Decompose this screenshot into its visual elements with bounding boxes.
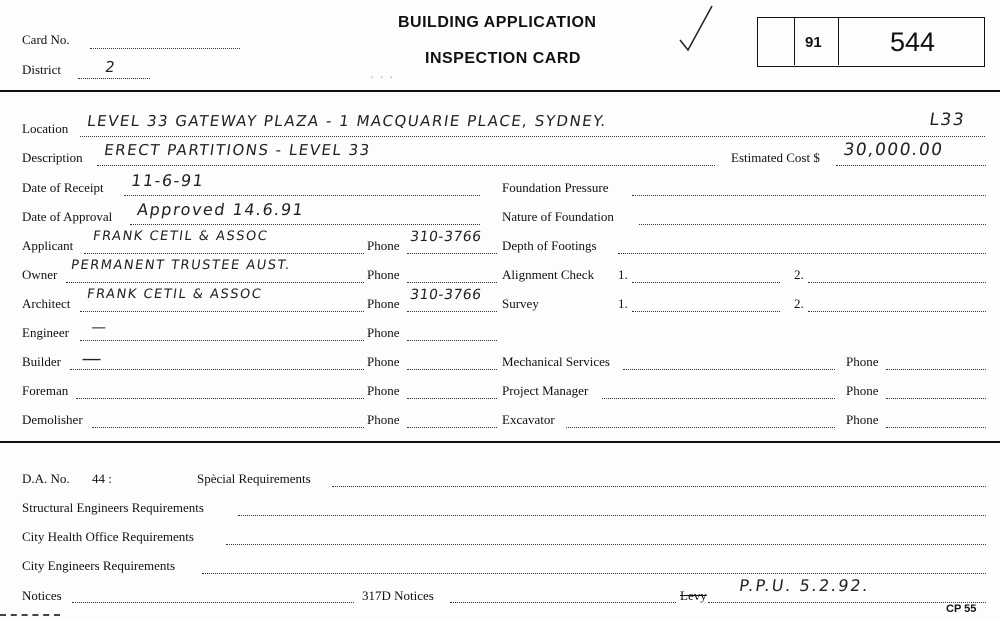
date-of-approval-value: Approved 14.6.91 — [136, 200, 306, 219]
engineer-phone-label: Phone — [367, 325, 400, 340]
owner-phone-label: Phone — [367, 267, 400, 282]
builder-line — [70, 369, 364, 370]
demolisher-line — [92, 427, 364, 428]
foreman-line — [76, 398, 364, 399]
card-number: 544 — [890, 27, 936, 57]
architect-phone-label: Phone — [367, 296, 400, 311]
date-of-receipt-label: Date of Receipt — [22, 180, 104, 195]
excavator-phone-line — [886, 427, 986, 428]
faint-handwriting: ... — [370, 68, 401, 81]
description-line — [97, 165, 715, 166]
survey-label: Survey — [502, 296, 539, 311]
builder-phone-label: Phone — [367, 354, 400, 369]
alignment-check-label: Alignment Check — [502, 267, 595, 282]
location-line — [80, 136, 985, 137]
district-label: District — [22, 62, 61, 77]
location-value: LEVEL 33 GATEWAY PLAZA - 1 MACQUARIE PLACE, SYDNEY. — [86, 112, 609, 130]
engineer-line — [80, 340, 364, 341]
city-engineers-line — [202, 573, 986, 574]
mechanical-services-label: Mechanical Services — [502, 354, 610, 369]
applicant-phone-value: 310-3766 — [409, 229, 483, 245]
notices-label: Notices — [22, 588, 62, 603]
notices-317d-label: 317D Notices — [362, 588, 434, 603]
architect-line — [80, 311, 364, 312]
builder-phone-line — [407, 369, 497, 370]
engineer-phone-line — [407, 340, 497, 341]
levy-value: P.P.U. 5.2.92. — [738, 576, 872, 595]
project-manager-phone-line — [886, 398, 986, 399]
city-health-label: City Health Office Requirements — [22, 529, 194, 544]
box-divider-2 — [838, 17, 839, 65]
city-health-line — [226, 544, 986, 545]
box-prefix-number: 91 — [805, 34, 822, 51]
structural-engineers-label: Structural Engineers Requirements — [22, 500, 204, 515]
special-requirements-line — [332, 486, 986, 487]
builder-value: — — [80, 346, 105, 370]
estimated-cost-line — [836, 165, 986, 166]
levy-label: Levy — [680, 588, 707, 603]
applicant-phone-label: Phone — [367, 238, 400, 253]
estimated-cost-value: 30,000.00 — [842, 140, 945, 160]
owner-value: PERMANENT TRUSTEE AUST. — [70, 258, 292, 273]
foreman-label: Foreman — [22, 383, 69, 398]
engineer-value: — — [90, 318, 110, 336]
survey-2-label: 2. — [794, 296, 804, 311]
demolisher-phone-line — [407, 427, 497, 428]
owner-phone-line — [407, 282, 497, 283]
form-title-line2: INSPECTION CARD — [425, 50, 581, 67]
architect-phone-value: 310-3766 — [409, 287, 483, 303]
checkmark-icon — [676, 4, 716, 54]
scan-artifact — [0, 614, 60, 616]
owner-line — [66, 282, 364, 283]
district-value: 2 — [104, 58, 118, 76]
project-manager-phone-label: Phone — [846, 383, 879, 398]
alignment-check-1-label: 1. — [618, 267, 628, 282]
applicant-phone-line — [407, 253, 497, 254]
box-divider-1 — [794, 17, 795, 65]
alignment-check-1-line — [632, 282, 780, 283]
applicant-value: FRANK CETIL & ASSOC — [92, 229, 270, 244]
architect-phone-line — [407, 311, 497, 312]
project-manager-label: Project Manager — [502, 383, 589, 398]
applicant-line — [84, 253, 364, 254]
nature-of-foundation-label: Nature of Foundation — [502, 209, 614, 224]
notices-317d-line — [450, 602, 676, 603]
foreman-phone-label: Phone — [367, 383, 400, 398]
excavator-line — [566, 427, 835, 428]
project-manager-line — [602, 398, 835, 399]
foundation-pressure-label: Foundation Pressure — [502, 180, 609, 195]
demolisher-phone-label: Phone — [367, 412, 400, 427]
card-number-box — [757, 17, 985, 67]
builder-label: Builder — [22, 354, 61, 369]
date-of-receipt-value: 11-6-91 — [130, 171, 206, 190]
demolisher-label: Demolisher — [22, 412, 83, 427]
description-value: ERECT PARTITIONS - LEVEL 33 — [103, 141, 372, 159]
date-of-approval-label: Date of Approval — [22, 209, 113, 224]
depth-of-footings-label: Depth of Footings — [502, 238, 597, 253]
card-no-line — [90, 48, 240, 49]
form-title-line1: BUILDING APPLICATION — [398, 14, 597, 31]
mechanical-services-phone-label: Phone — [846, 354, 879, 369]
location-label: Location — [22, 121, 69, 136]
district-line — [78, 78, 150, 79]
excavator-label: Excavator — [502, 412, 555, 427]
nature-of-foundation-line — [639, 224, 986, 225]
middle-rule — [0, 441, 1000, 443]
date-of-approval-line — [130, 224, 480, 225]
special-requirements-label: Spècial Requirements — [197, 471, 311, 486]
notices-line — [72, 602, 354, 603]
survey-1-label: 1. — [618, 296, 628, 311]
estimated-cost-label: Estimated Cost $ — [731, 150, 820, 165]
architect-value: FRANK CETIL & ASSOC — [86, 287, 264, 302]
architect-label: Architect — [22, 296, 71, 311]
da-no-value: 44 : — [92, 471, 112, 486]
alignment-check-2-line — [808, 282, 986, 283]
survey-2-line — [808, 311, 986, 312]
form-code: CP 55 — [946, 603, 977, 615]
engineer-label: Engineer — [22, 325, 69, 340]
da-no-label: D.A. No. — [22, 471, 70, 486]
applicant-label: Applicant — [22, 238, 74, 253]
depth-of-footings-line — [618, 253, 986, 254]
survey-1-line — [632, 311, 780, 312]
alignment-check-2-label: 2. — [794, 267, 804, 282]
mechanical-services-phone-line — [886, 369, 986, 370]
description-label: Description — [22, 150, 83, 165]
levy-line — [708, 602, 986, 603]
foundation-pressure-line — [632, 195, 986, 196]
location-suffix: L33 — [928, 110, 967, 130]
structural-engineers-line — [238, 515, 986, 516]
header-rule — [0, 90, 1000, 92]
foreman-phone-line — [407, 398, 497, 399]
city-engineers-label: City Engineers Requirements — [22, 558, 176, 573]
card-no-label: Card No. — [22, 32, 70, 47]
mechanical-services-line — [623, 369, 835, 370]
excavator-phone-label: Phone — [846, 412, 879, 427]
owner-label: Owner — [22, 267, 58, 282]
date-of-receipt-line — [124, 195, 480, 196]
